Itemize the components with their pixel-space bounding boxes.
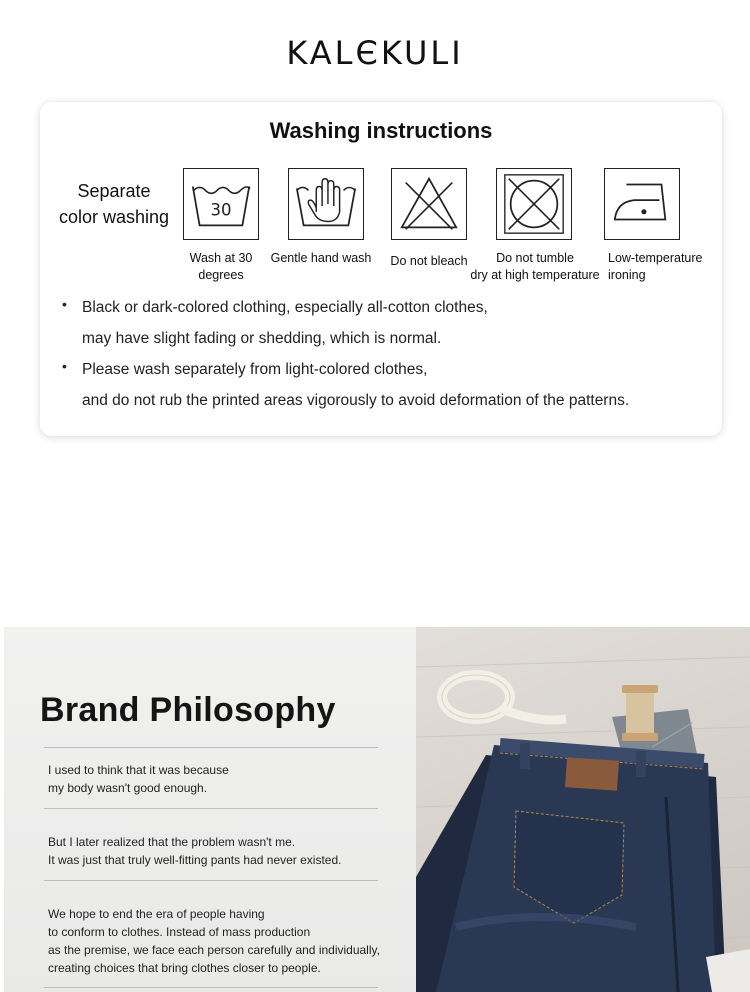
thread-spool-icon — [622, 685, 658, 741]
hand-wash-icon — [288, 168, 364, 240]
folded-jeans-photo — [416, 627, 750, 992]
care-note-item — [62, 354, 712, 416]
brand-philosophy-section — [4, 627, 750, 992]
paragraph-line: We hope to end the era of people having — [48, 907, 265, 921]
philosophy-paragraph — [48, 761, 398, 797]
paragraph-line: I used to think that it was because — [48, 763, 229, 777]
care-note-item — [62, 292, 712, 354]
separate-label-line: Separate — [77, 181, 151, 201]
wash-30-label — [183, 250, 259, 284]
philosophy-paragraph — [48, 833, 398, 869]
jeans-stack — [416, 743, 726, 992]
bullet-dot-icon: • — [62, 358, 67, 374]
care-note-line: Black or dark-colored clothing, especially all-cotton clothes, — [82, 299, 488, 316]
divider — [44, 808, 378, 809]
divider — [44, 747, 378, 748]
paragraph-line: to conform to clothes. Instead of mass production — [48, 925, 311, 939]
philosophy-text-panel — [4, 627, 416, 992]
philosophy-title: Brand Philosophy — [40, 691, 336, 729]
measuring-tape-icon — [442, 675, 566, 720]
wash-temperature-number: 30 — [210, 200, 232, 220]
divider — [44, 987, 378, 988]
washing-title: Washing instructions — [269, 118, 493, 143]
wash-30-label-line: Wash at 30 — [189, 251, 253, 265]
brand-logo: KALЄKULI — [286, 34, 464, 72]
do-not-bleach-icon — [391, 168, 467, 240]
washing-card — [40, 102, 722, 436]
wash-30-icon — [183, 168, 259, 240]
paragraph-line: creating choices that bring clothes closer to people. — [48, 961, 321, 975]
care-note-line: may have slight fading or shedding, which is normal. — [82, 330, 442, 347]
care-notes — [62, 292, 712, 416]
separate-label-line: color washing — [58, 207, 170, 227]
philosophy-paragraph — [48, 905, 398, 977]
tumble-label-line: dry at high temperature — [470, 268, 600, 282]
paragraph-line: But I later realized that the problem wasn't me. — [48, 835, 296, 849]
tumble-label-line: Do not tumble — [496, 251, 574, 265]
paragraph-line: It was just that truly well-fitting pants had never existed. — [48, 853, 342, 867]
paragraph-line: my body wasn't good enough. — [48, 781, 208, 795]
do-not-tumble-dry-label — [468, 250, 602, 284]
iron-label-line: ironing — [608, 268, 646, 282]
do-not-bleach-label: Do not bleach — [390, 254, 468, 268]
wash-30-label-line: degrees — [198, 268, 244, 282]
low-temp-iron-icon — [604, 168, 680, 240]
hand-wash-label: Gentle hand wash — [270, 251, 372, 265]
paragraph-line: as the premise, we face each person carefully and individually, — [48, 943, 380, 957]
care-note-line: and do not rub the printed areas vigorously to avoid deformation of the patterns. — [82, 392, 630, 409]
bullet-dot-icon: • — [62, 296, 67, 312]
separate-color-label — [46, 178, 182, 230]
care-note-line: Please wash separately from light-colored clothes, — [82, 361, 428, 378]
iron-label-line: Low-temperature — [608, 251, 703, 265]
do-not-tumble-dry-icon — [496, 168, 572, 240]
divider — [44, 880, 378, 881]
low-temp-iron-label — [608, 250, 712, 284]
